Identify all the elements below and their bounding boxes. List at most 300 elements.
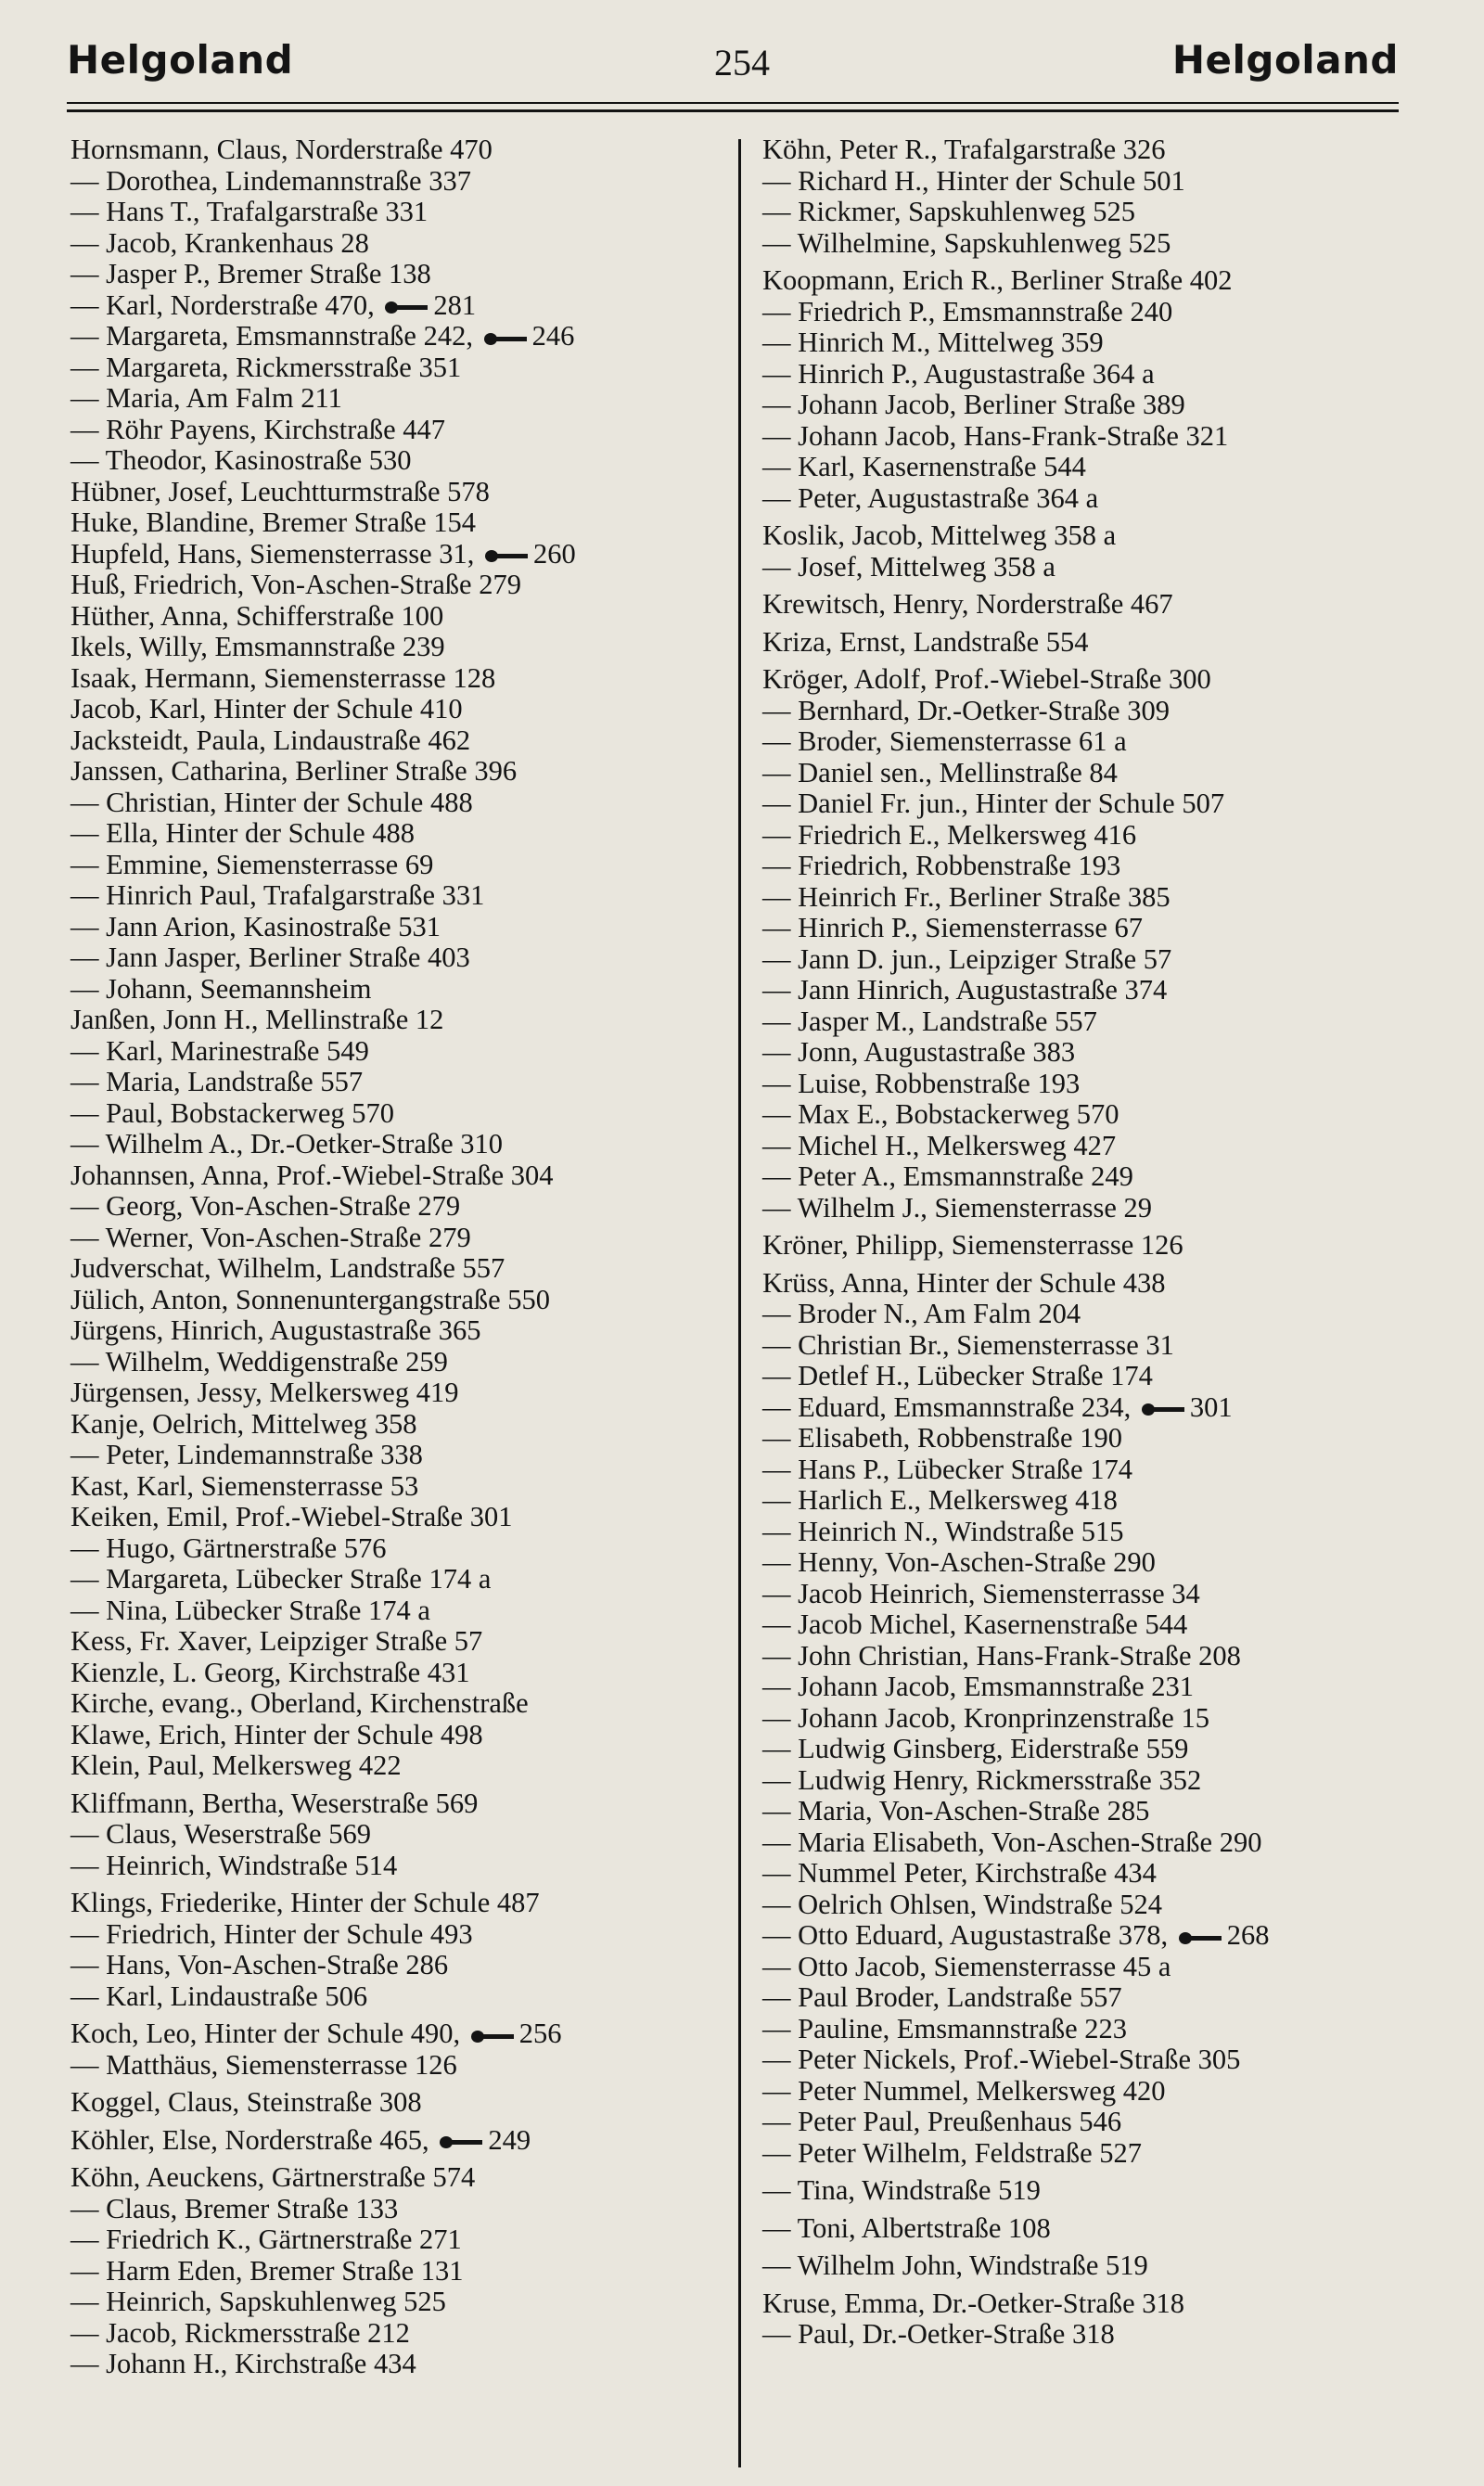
entry-text: — Johann H., Kirchstraße 434 [70, 2348, 416, 2379]
directory-entry [762, 820, 1421, 852]
directory-entry [762, 1361, 1421, 1392]
directory-entry [762, 1609, 1421, 1641]
directory-entry [70, 1888, 729, 1919]
directory-entry [70, 725, 729, 757]
entry-text: — Max E., Bobstackerweg 570 [762, 1098, 1119, 1130]
directory-entry [70, 1315, 729, 1347]
directory-entry [762, 1920, 1421, 1952]
directory-entry [70, 663, 729, 695]
entry-text: Ikels, Willy, Emsmannstraße 239 [70, 631, 445, 662]
entry-text: — Dorothea, Lindemannstraße 337 [70, 164, 471, 197]
directory-entry [70, 1720, 729, 1751]
directory-entry [70, 1347, 729, 1378]
directory-entry [762, 1703, 1421, 1735]
entry-text: Jürgens, Hinrich, Augustastraße 365 [70, 1314, 481, 1346]
directory-entry [70, 756, 729, 788]
directory-entry [70, 912, 729, 943]
directory-entry [762, 975, 1421, 1006]
entry-text: — Josef, Mittelweg 358 a [762, 550, 1055, 583]
directory-entry [70, 1819, 729, 1851]
telephone-key-icon [1179, 1932, 1222, 1944]
entry-text: — Ludwig Ginsberg, Eiderstraße 559 [762, 1733, 1189, 1764]
entry-text: Kienzle, L. Georg, Kirchstraße 431 [70, 1656, 470, 1688]
directory-entry [70, 1005, 729, 1036]
entry-text: — Nina, Lübecker Straße 174 a [70, 1594, 430, 1626]
entry-text: — Friedrich, Robbenstraße 193 [762, 850, 1121, 881]
directory-entry [70, 788, 729, 819]
entry-text: — Hugo, Gärtnerstraße 576 [70, 1531, 387, 1564]
entry-text: — Peter, Lindemannstraße 338 [70, 1439, 423, 1470]
directory-entry [762, 1641, 1421, 1672]
entry-text: Keiken, Emil, Prof.-Wiebel-Straße 301 [70, 1501, 513, 1532]
directory-entry [762, 1037, 1421, 1069]
directory-entry [70, 1564, 729, 1595]
directory-entry [70, 1129, 729, 1160]
entry-text: Huß, Friedrich, Von-Aschen-Straße 279 [70, 569, 521, 600]
entry-text: Kriza, Ernst, Landstraße 554 [762, 625, 1089, 658]
entry-text: Kanje, Oelrich, Mittelweg 358 [70, 1407, 417, 1440]
directory-entry [70, 1595, 729, 1627]
directory-entry [70, 166, 729, 198]
directory-entry [762, 483, 1421, 515]
directory-entry [70, 321, 729, 352]
directory-entry [70, 383, 729, 415]
header-right-title: Helgoland [1171, 37, 1399, 83]
entry-text: — Daniel sen., Mellinstraße 84 [762, 756, 1118, 788]
page-number: 254 [714, 42, 770, 83]
directory-entry [762, 2175, 1421, 2207]
telephone-number: 260 [533, 537, 576, 570]
entry-text: — Jann D. jun., Leipziger Straße 57 [762, 942, 1172, 975]
directory-entry [70, 1788, 729, 1820]
entry-text: Köhn, Peter R., Trafalgarstraße 326 [762, 134, 1166, 165]
directory-entry [70, 2349, 729, 2380]
entry-text: — Wilhelm, Weddigenstraße 259 [70, 1345, 448, 1378]
entry-text: — Jacob, Rickmersstraße 212 [70, 2316, 410, 2349]
entry-text: — Henny, Von-Aschen-Straße 290 [762, 1546, 1156, 1578]
entry-text: — Maria, Am Falm 211 [70, 382, 342, 414]
entry-text: — Eduard, Emsmannstraße 234, [762, 1390, 1138, 1423]
entry-text: — Pauline, Emsmannstraße 223 [762, 2012, 1128, 2044]
entry-text: — Emmine, Siemensterrasse 69 [70, 848, 434, 880]
directory-entry [70, 2287, 729, 2318]
directory-entry [70, 818, 729, 850]
left-column [70, 135, 729, 2380]
entry-text: — Otto Eduard, Augustastraße 378, [762, 1919, 1175, 1951]
telephone-number: 256 [518, 2018, 562, 2049]
directory-entry [762, 327, 1421, 359]
header-left-title: Helgoland [67, 37, 294, 83]
right-column [762, 135, 1421, 2351]
directory-entry [762, 1454, 1421, 1486]
directory-entry [70, 1533, 729, 1565]
directory-entry [762, 520, 1421, 552]
entry-text: Koch, Leo, Hinter der Schule 490, [70, 2018, 467, 2049]
directory-entry [762, 197, 1421, 228]
entry-text: — Theodor, Kasinostraße 530 [70, 444, 412, 476]
entry-text: Jacksteidt, Paula, Lindaustraße 462 [70, 724, 471, 756]
directory-entry [70, 2256, 729, 2287]
entry-text: — Karl, Marinestraße 549 [70, 1034, 369, 1067]
directory-entry [762, 1006, 1421, 1038]
entry-text: — Maria, Von-Aschen-Straße 285 [762, 1795, 1150, 1826]
directory-entry [70, 477, 729, 508]
entry-text: — Tina, Windstraße 519 [762, 2174, 1041, 2206]
directory-entry [762, 589, 1421, 621]
entry-text: Isaak, Hermann, Siemensterrasse 128 [70, 661, 496, 694]
entry-text: Köhn, Aeuckens, Gärtnerstraße 574 [70, 2161, 476, 2193]
directory-entry [70, 2050, 729, 2082]
entry-text: — Johann Jacob, Kronprinzenstraße 15 [762, 1701, 1209, 1734]
entry-text: — Otto Jacob, Siemensterrasse 45 a [762, 1950, 1171, 1982]
directory-entry [762, 2319, 1421, 2351]
directory-entry [762, 696, 1421, 727]
entry-text: — Peter A., Emsmannstraße 249 [762, 1160, 1133, 1192]
directory-entry [70, 445, 729, 477]
entry-text: Jacob, Karl, Hinter der Schule 410 [70, 693, 463, 724]
entry-text: Judverschat, Wilhelm, Landstraße 557 [70, 1252, 505, 1284]
entry-text: — Paul Broder, Landstraße 557 [762, 1981, 1122, 2013]
entry-text: — Peter Nickels, Prof.-Wiebel-Straße 305 [762, 2044, 1241, 2075]
directory-entry [762, 228, 1421, 260]
telephone-key-icon [471, 2031, 514, 2043]
entry-text: — Jacob, Krankenhaus 28 [70, 226, 369, 259]
directory-entry [762, 1982, 1421, 2014]
entry-text: — Friedrich K., Gärtnerstraße 271 [70, 2223, 462, 2255]
directory-entry [70, 135, 729, 166]
entry-text: — Harm Eden, Bremer Straße 131 [70, 2254, 464, 2287]
entry-text: Jülich, Anton, Sonnenuntergangstraße 550 [70, 1283, 551, 1315]
entry-text: — Michel H., Melkersweg 427 [762, 1129, 1117, 1161]
entry-text: — Peter Wilhelm, Feldstraße 527 [762, 2136, 1143, 2169]
entry-text: Klings, Friederike, Hinter der Schule 487 [70, 1887, 540, 1918]
directory-entry [70, 1471, 729, 1503]
entry-text: — Paul, Bobstackerweg 570 [70, 1096, 394, 1129]
entry-text: — Jann Hinrich, Augustastraße 374 [762, 974, 1168, 1006]
entry-text: Klein, Paul, Melkersweg 422 [70, 1749, 402, 1781]
entry-text: — Heinrich, Sapskuhlenweg 525 [70, 2286, 446, 2317]
directory-entry [762, 1099, 1421, 1131]
entry-text: — Detlef H., Lübecker Straße 174 [762, 1360, 1153, 1391]
header-rule-thick [67, 109, 1399, 112]
directory-entry [762, 1069, 1421, 1100]
directory-entry [762, 1517, 1421, 1548]
telephone-key-icon [485, 550, 528, 562]
directory-entry [762, 265, 1421, 297]
entry-text: — Claus, Weserstraße 569 [70, 1818, 371, 1850]
directory-entry [762, 627, 1421, 659]
directory-entry [70, 539, 729, 570]
directory-entry [762, 1193, 1421, 1224]
directory-entry [762, 664, 1421, 696]
entry-text: — Paul, Dr.-Oetker-Straße 318 [762, 2318, 1115, 2350]
entry-text: — Broder N., Am Falm 204 [762, 1298, 1081, 1329]
directory-entry [70, 1950, 729, 1981]
entry-text: — Werner, Von-Aschen-Straße 279 [70, 1221, 471, 1253]
entry-text: — Johann Jacob, Hans-Frank-Straße 321 [762, 419, 1229, 452]
entry-text: — Heinrich N., Windstraße 515 [762, 1515, 1124, 1547]
entry-text: Hübner, Josef, Leuchtturmstraße 578 [70, 475, 490, 507]
telephone-key-icon [484, 333, 527, 345]
directory-entry [762, 1161, 1421, 1193]
directory-entry [762, 726, 1421, 758]
entry-text: — Rickmer, Sapskuhlenweg 525 [762, 196, 1135, 227]
directory-entry [762, 851, 1421, 882]
directory-entry [762, 913, 1421, 944]
directory-entry [70, 1191, 729, 1223]
directory-entry [762, 390, 1421, 421]
entry-text: — Jasper M., Landstraße 557 [762, 1005, 1097, 1037]
entry-text: — Christian, Hinter der Schule 488 [70, 786, 473, 818]
entry-text: — Hinrich Paul, Trafalgarstraße 331 [70, 879, 485, 911]
entry-text: — Ludwig Henry, Rickmersstraße 352 [762, 1763, 1202, 1796]
directory-entry [762, 1268, 1421, 1300]
entry-text: — Margareta, Lübecker Straße 174 a [70, 1563, 492, 1595]
entry-text: — Ella, Hinter der Schule 488 [70, 817, 415, 849]
directory-entry [762, 758, 1421, 789]
directory-entry [762, 2213, 1421, 2245]
directory-entry [70, 1851, 729, 1882]
entry-text: — Jonn, Augustastraße 383 [762, 1036, 1076, 1068]
directory-entry [762, 1230, 1421, 1262]
entry-text: — Wilhelm A., Dr.-Oetker-Straße 310 [70, 1128, 504, 1160]
entry-text: — Luise, Robbenstraße 193 [762, 1067, 1081, 1099]
directory-entry [70, 694, 729, 725]
entry-text: — Maria Elisabeth, Von-Aschen-Straße 290 [762, 1826, 1262, 1858]
entry-text: — Jacob Heinrich, Siemensterrasse 34 [762, 1577, 1200, 1609]
directory-entry [70, 1223, 729, 1254]
entry-text: — Jann Jasper, Berliner Straße 403 [70, 942, 470, 973]
directory-entry [70, 2125, 729, 2157]
entry-text: — Jann Arion, Kasinostraße 531 [70, 910, 441, 942]
entry-text: — Bernhard, Dr.-Oetker-Straße 309 [762, 694, 1170, 726]
entry-text: Kröger, Adolf, Prof.-Wiebel-Straße 300 [762, 663, 1211, 695]
entry-text: Janßen, Jonn H., Mellinstraße 12 [70, 1004, 444, 1035]
directory-entry [762, 297, 1421, 328]
entry-text: — Margareta, Rickmersstraße 351 [70, 351, 462, 383]
directory-entry [762, 1330, 1421, 1362]
column-divider [738, 139, 741, 2467]
directory-entry [762, 2138, 1421, 2170]
directory-entry [70, 507, 729, 539]
entry-text: Krüss, Anna, Hinter der Schule 438 [762, 1266, 1166, 1299]
entry-text: — Hans, Von-Aschen-Straße 286 [70, 1949, 449, 1980]
directory-entry [70, 290, 729, 322]
directory-entry [70, 570, 729, 601]
entry-text: Hüther, Anna, Schifferstraße 100 [70, 599, 444, 632]
directory-entry [762, 944, 1421, 976]
directory-entry [762, 2250, 1421, 2282]
page-header [0, 0, 1484, 107]
directory-entry [70, 1285, 729, 1316]
directory-entry [762, 2076, 1421, 2108]
entry-text: — Hinrich P., Augustastraße 364 a [762, 357, 1155, 390]
entry-text: — Johann Jacob, Berliner Straße 389 [762, 389, 1185, 420]
entry-text: — Peter, Augustastraße 364 a [762, 481, 1099, 514]
directory-entry [70, 1067, 729, 1098]
directory-entry [70, 1098, 729, 1130]
directory-entry [70, 352, 729, 384]
entry-text: — Maria, Landstraße 557 [70, 1066, 364, 1097]
entry-text: — Johann, Seemannsheim [70, 972, 372, 1005]
telephone-key-icon [1142, 1403, 1184, 1416]
directory-entry [70, 2018, 729, 2050]
entry-text: — Wilhelmine, Sapskuhlenweg 525 [762, 226, 1171, 259]
directory-entry [70, 974, 729, 1006]
directory-entry [70, 880, 729, 912]
directory-entry [762, 1485, 1421, 1517]
entry-text: Huke, Blandine, Bremer Straße 154 [70, 506, 477, 538]
directory-entry [762, 1765, 1421, 1797]
entry-text: — Oelrich Ohlsen, Windstraße 524 [762, 1888, 1163, 1920]
telephone-key-icon [440, 2136, 482, 2148]
directory-entry [70, 2224, 729, 2256]
directory-entry [70, 1036, 729, 1068]
entry-text: — Peter Nummel, Melkersweg 420 [762, 2074, 1166, 2107]
entry-text: — Friedrich, Hinter der Schule 493 [70, 1917, 473, 1950]
directory-entry [762, 1392, 1421, 1424]
directory-entry [70, 1253, 729, 1285]
entry-text: — Hans T., Trafalgarstraße 331 [70, 196, 429, 227]
entry-text: — Jacob Michel, Kasernenstraße 544 [762, 1608, 1188, 1640]
entry-text: — Peter Paul, Preußenhaus 546 [762, 2106, 1122, 2137]
entry-text: — Broder, Siemensterrasse 61 a [762, 725, 1127, 757]
directory-entry [70, 1378, 729, 1409]
entry-text: — Hinrich P., Siemensterrasse 67 [762, 912, 1143, 943]
entry-text: — Friedrich E., Melkersweg 416 [762, 818, 1137, 851]
directory-entry [762, 1952, 1421, 1983]
entry-text: — Harlich E., Melkersweg 418 [762, 1484, 1118, 1516]
telephone-number: 249 [488, 2123, 531, 2156]
entry-text: — Hinrich M., Mittelweg 359 [762, 327, 1104, 358]
directory-entry [762, 1734, 1421, 1765]
telephone-number: 301 [1189, 1390, 1233, 1423]
telephone-key-icon [385, 301, 428, 314]
directory-entry [70, 259, 729, 290]
entry-text: Kröner, Philipp, Siemensterrasse 126 [762, 1229, 1183, 1261]
directory-entry [70, 850, 729, 881]
entry-text: Koopmann, Erich R., Berliner Straße 402 [762, 264, 1233, 296]
directory-entry [70, 1409, 729, 1441]
entry-text: — Hans P., Lübecker Straße 174 [762, 1453, 1132, 1485]
directory-entry [762, 1858, 1421, 1890]
entry-text: Johannsen, Anna, Prof.-Wiebel-Straße 304 [70, 1159, 554, 1191]
directory-entry [762, 359, 1421, 391]
entry-text: — Daniel Fr. jun., Hinter der Schule 507 [762, 788, 1225, 819]
directory-entry [762, 452, 1421, 483]
directory-entry [70, 1981, 729, 2013]
telephone-number: 281 [433, 288, 477, 321]
entry-text: Hupfeld, Hans, Siemensterrasse 31, [70, 537, 481, 570]
directory-entry [70, 1658, 729, 1689]
entry-text: — Röhr Payens, Kirchstraße 447 [70, 413, 446, 445]
entry-text: Kirche, evang., Oberland, Kirchenstraße [70, 1687, 529, 1719]
directory-entry [762, 552, 1421, 583]
directory-entry [70, 1160, 729, 1192]
telephone-number: 268 [1226, 1919, 1270, 1951]
directory-entry [762, 2288, 1421, 2320]
directory-entry [70, 1750, 729, 1782]
directory-entry [70, 1919, 729, 1951]
entry-text: Klawe, Erich, Hinter der Schule 498 [70, 1718, 483, 1750]
entry-text: — Matthäus, Siemensterrasse 126 [70, 2048, 457, 2081]
entry-text: Kast, Karl, Siemensterrasse 53 [70, 1469, 419, 1502]
directory-entry [70, 1688, 729, 1720]
entry-text: — Toni, Albertstraße 108 [762, 2211, 1051, 2244]
directory-entry [762, 1827, 1421, 1859]
directory-entry [762, 1547, 1421, 1579]
entry-text: — Claus, Bremer Straße 133 [70, 2192, 399, 2224]
directory-entry [70, 1626, 729, 1658]
directory-entry [70, 601, 729, 633]
entry-text: — Karl, Lindaustraße 506 [70, 1980, 368, 2012]
header-rule-thin [67, 102, 1399, 104]
entry-text: — Jasper P., Bremer Straße 138 [70, 258, 431, 289]
entry-text: — Karl, Kasernenstraße 544 [762, 451, 1086, 482]
directory-entry [762, 166, 1421, 198]
directory-entry [70, 2194, 729, 2225]
entry-text: — Heinrich Fr., Berliner Straße 385 [762, 880, 1171, 913]
entry-text: — Wilhelm J., Siemensterrasse 29 [762, 1191, 1153, 1224]
entry-text: Janssen, Catharina, Berliner Straße 396 [70, 755, 518, 787]
entry-text: — Margareta, Emsmannstraße 242, [70, 320, 480, 352]
directory-entry [762, 1890, 1421, 1921]
directory-entry [762, 1796, 1421, 1827]
entry-text: Koslik, Jacob, Mittelweg 358 a [762, 519, 1117, 551]
directory-entry [762, 1672, 1421, 1703]
directory-entry [70, 1502, 729, 1533]
directory-entry [762, 1579, 1421, 1610]
entry-text: — Heinrich, Windstraße 514 [70, 1849, 398, 1881]
directory-entry [762, 421, 1421, 453]
directory-entry [70, 415, 729, 446]
directory-entry [762, 2107, 1421, 2138]
directory-entry [70, 1440, 729, 1471]
entry-text: — Georg, Von-Aschen-Straße 279 [70, 1190, 461, 1222]
entry-text: Krewitsch, Henry, Norderstraße 467 [762, 588, 1173, 620]
directory-entry [762, 1423, 1421, 1454]
entry-text: Kliffmann, Bertha, Weserstraße 569 [70, 1787, 479, 1819]
directory-entry [762, 1131, 1421, 1162]
directory-entry [70, 942, 729, 974]
directory-entry [762, 1299, 1421, 1330]
entry-text: — John Christian, Hans-Frank-Straße 208 [762, 1639, 1241, 1672]
entry-text: — Johann Jacob, Emsmannstraße 231 [762, 1671, 1195, 1702]
directory-entry [70, 228, 729, 260]
entry-text: Jürgensen, Jessy, Melkersweg 419 [70, 1377, 459, 1408]
directory-entry [70, 2162, 729, 2194]
entry-text: Kruse, Emma, Dr.-Oetker-Straße 318 [762, 2287, 1185, 2319]
entry-text: Koggel, Claus, Steinstraße 308 [70, 2086, 422, 2118]
entry-text: — Elisabeth, Robbenstraße 190 [762, 1422, 1122, 1454]
directory-entry [70, 632, 729, 663]
entry-text: — Richard H., Hinter der Schule 501 [762, 164, 1185, 197]
directory-entry [762, 788, 1421, 820]
directory-entry [70, 2318, 729, 2350]
directory-entry [70, 197, 729, 228]
entry-text: — Friedrich P., Emsmannstraße 240 [762, 295, 1173, 327]
entry-text: — Karl, Norderstraße 470, [70, 288, 382, 321]
directory-entry [762, 882, 1421, 914]
directory-entry [762, 135, 1421, 166]
directory-entry [762, 2044, 1421, 2076]
telephone-number: 246 [531, 320, 575, 352]
entry-text: — Wilhelm John, Windstraße 519 [762, 2249, 1148, 2281]
entry-text: — Christian Br., Siemensterrasse 31 [762, 1328, 1174, 1361]
entry-text: — Nummel Peter, Kirchstraße 434 [762, 1857, 1157, 1889]
directory-entry [70, 2087, 729, 2119]
entry-text: Hornsmann, Claus, Norderstraße 470 [70, 134, 493, 165]
